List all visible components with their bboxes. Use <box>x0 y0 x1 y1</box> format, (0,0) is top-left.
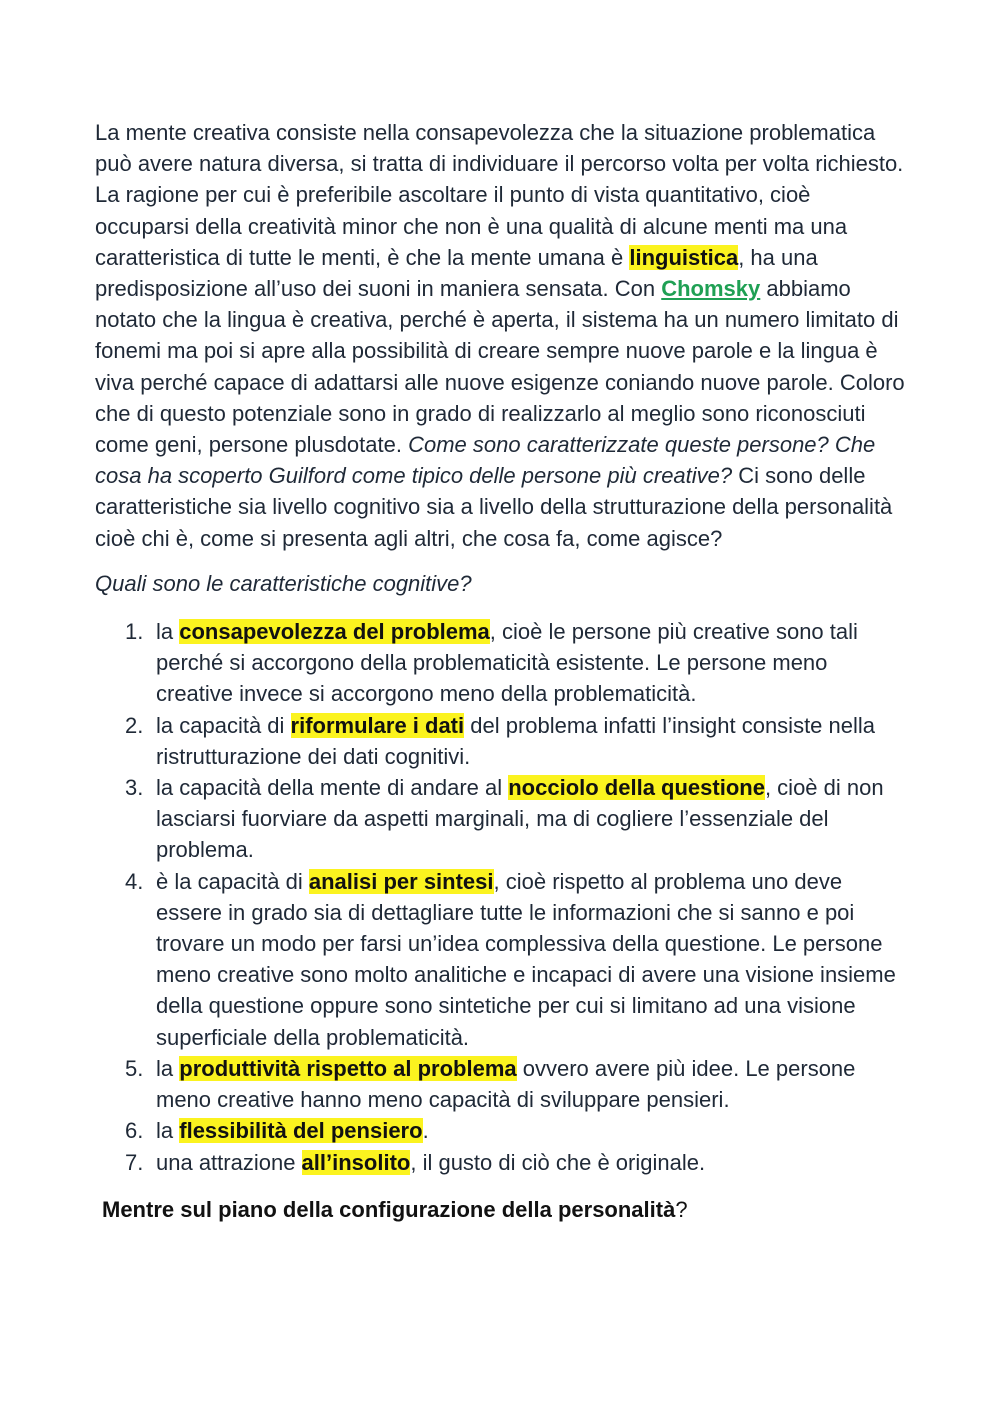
list-text-post: del problema infatti l’insight consiste nella ristrutturazione dei dati cognitivi. <box>156 712 876 769</box>
highlight-linguistica: linguistica <box>629 244 739 270</box>
list-highlight: nocciolo della questione <box>508 775 765 801</box>
list-item <box>95 1147 908 1178</box>
cognitive-question: Quali sono le caratteristiche cognitive? <box>95 570 472 596</box>
list-text-post: , cioè rispetto al problema uno deve essere in grado sia di dettagliare tutte le informazioni che si sanno e poi trovare un modo per farsi un’idea complessiva della questione. Le persone meno creative sono molto analitiche e incapaci di avere una visione insieme della questione oppure sono sintetiche per cui si limitano ad una visione superficiale della problematicità. <box>156 868 896 1050</box>
list-number: 6. <box>125 1118 144 1144</box>
list-item <box>95 1053 908 1115</box>
personality-question-bold: Mentre sul piano della configurazione della personalità <box>102 1196 676 1222</box>
list-highlight: analisi per sintesi <box>308 868 494 894</box>
list-text-pre: la <box>156 619 180 645</box>
list-text-pre: la <box>156 1055 180 1081</box>
list-text-pre: la capacità della mente di andare al <box>156 775 509 801</box>
list-highlight: flessibilità del pensiero <box>179 1118 423 1144</box>
list-highlight: riformulare i dati <box>290 712 465 738</box>
cognitive-traits-list <box>95 616 908 1178</box>
intro-text-4: Ci sono delle caratteristiche sia livello cognitivo sia a livello della strutturazione della personalità cioè chi è, come si presenta agli altri, che cosa fa, come agisce? <box>95 463 893 551</box>
list-item <box>95 710 908 772</box>
list-number: 3. <box>125 775 144 801</box>
list-text-pre: è la capacità di <box>156 868 309 894</box>
list-number: 1. <box>125 619 144 645</box>
chomsky-link[interactable]: Chomsky <box>661 276 761 302</box>
personality-question <box>102 1194 908 1225</box>
list-text-pre: una attrazione <box>156 1149 302 1175</box>
list-text-post: , il gusto di ciò che è originale. <box>410 1149 706 1175</box>
list-text-post: ovvero avere più idee. Le persone meno creative hanno meno capacità di sviluppare pensieri. <box>156 1055 856 1113</box>
list-text-pre: la capacità di <box>156 712 291 738</box>
intro-text-3: abbiamo notato che la lingua è creativa, perché è aperta, il sistema ha un numero limitato di fonemi ma poi si apre alla possibilità di creare sempre nuove parole e la lingua è viva perché capace di adattarsi alle nuove esigenze coniando nuove parole. Coloro che di questo potenziale sono in grado di realizzarlo al meglio sono riconosciuti come geni, persone plusdotate. <box>95 276 905 458</box>
list-number: 2. <box>125 712 144 738</box>
list-number: 7. <box>125 1149 144 1175</box>
list-number: 5. <box>125 1055 144 1081</box>
personality-question-mark: ? <box>675 1196 688 1222</box>
list-text-pre: la <box>156 1118 180 1144</box>
intro-text-2: , ha una predisposizione all’uso dei suoni in maniera sensata. Con <box>95 244 818 302</box>
list-item <box>95 1115 908 1146</box>
list-text-post: , cioè le persone più creative sono tali perché si accorgono della problematicità esistente. Le persone meno creative invece si accorgono meno della problematicità. <box>156 619 858 707</box>
intro-italic-question: Come sono caratterizzate queste persone? Che cosa ha scoperto Guilford come tipico delle persone più creative? <box>95 432 876 489</box>
intro-paragraph <box>95 117 908 554</box>
list-item <box>95 616 908 710</box>
intro-text-1: La mente creativa consiste nella consapevolezza che la situazione problematica può avere natura diversa, si tratta di individuare il percorso volta per volta richiesto. La ragione per cui è preferibile ascoltare il punto di vista quantitativo, cioè occuparsi della creatività minor che non è una qualità di alcune menti ma una caratteristica di tutte le menti, è che la mente umana è <box>95 120 904 270</box>
list-text-post: , cioè di non lasciarsi fuorviare da aspetti marginali, ma di cogliere l’essenziale del problema. <box>156 775 884 863</box>
list-highlight: produttività rispetto al problema <box>179 1055 517 1081</box>
list-highlight: consapevolezza del problema <box>179 619 490 645</box>
list-number: 4. <box>125 868 144 894</box>
list-text-post: . <box>422 1118 429 1144</box>
list-item <box>95 866 908 1053</box>
list-highlight: all’insolito <box>301 1149 411 1175</box>
list-item <box>95 772 908 866</box>
